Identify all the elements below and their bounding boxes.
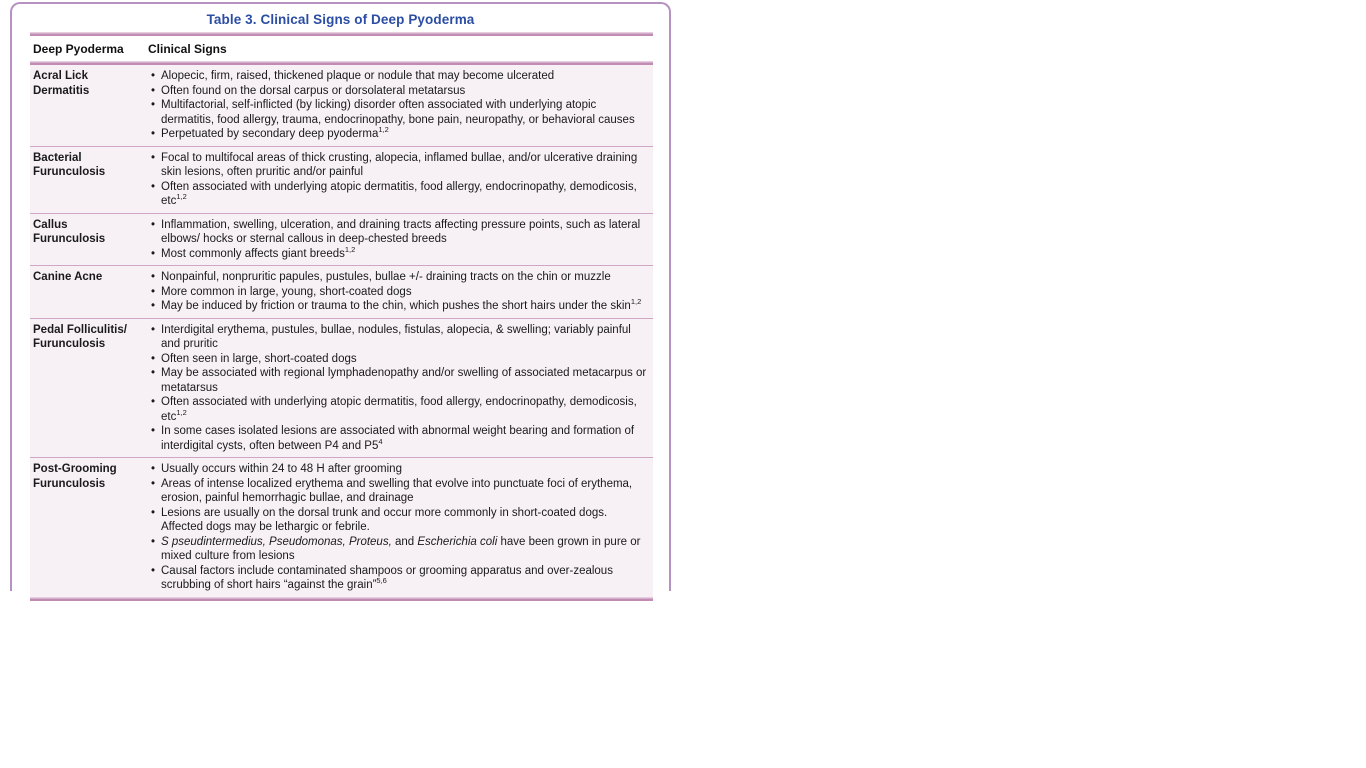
bullet-icon: • (151, 99, 156, 111)
text-segment: May be induced by friction or trauma to the chin, which pushes the short hairs under the skin (161, 300, 631, 312)
condition-cell: Post-Grooming Furunculosis (33, 463, 117, 490)
sign-text (161, 564, 649, 593)
text-segment: Perpetuated by secondary deep pyoderma (161, 128, 379, 140)
sign-item (148, 462, 649, 477)
bullet-icon: • (151, 425, 156, 437)
column-header-deep-pyoderma: Deep Pyoderma (33, 42, 124, 56)
bullet-icon: • (151, 367, 156, 379)
sign-item (148, 352, 649, 367)
sign-text (161, 98, 649, 127)
reference-superscript: 1,2 (630, 297, 642, 307)
bullet-icon: • (151, 70, 156, 82)
sign-text (161, 285, 649, 300)
sign-item (148, 424, 649, 453)
sign-text (161, 244, 649, 262)
sign-text (161, 84, 649, 99)
sign-item (148, 218, 649, 247)
sign-text (161, 270, 649, 285)
sign-text (161, 151, 649, 180)
bullet-icon: • (151, 128, 156, 140)
sign-item (148, 69, 649, 84)
sign-item (148, 244, 649, 262)
bullet-icon: • (151, 151, 156, 164)
sign-text (161, 218, 649, 247)
bullet-icon: • (151, 180, 156, 193)
text-segment: Often associated with underlying atopic dermatitis, food allergy, endocrinopathy, demodicosis, etc (161, 396, 637, 423)
sign-item (148, 127, 649, 142)
bullet-icon: • (151, 323, 156, 336)
sign-text (161, 462, 649, 477)
sign-text (161, 323, 649, 352)
text-segment: May be associated with regional lymphadenopathy and/or swelling of associated metacarpus or metatarsus (161, 367, 647, 394)
reference-superscript: 1,2 (176, 192, 187, 202)
bullet-icon: • (151, 396, 156, 408)
text-segment: Interdigital erythema, pustules, bullae, nodules, fistulas, alopecia, & swelling; variably painful and pruritic (161, 323, 631, 350)
sign-text (161, 352, 649, 367)
condition-cell: Bacterial Furunculosis (33, 151, 106, 178)
bullet-icon: • (151, 535, 156, 548)
bullet-icon: • (151, 285, 156, 298)
bullet-icon: • (151, 300, 156, 312)
table-row (30, 213, 653, 266)
table-header-row (30, 36, 653, 61)
bullet-icon: • (151, 84, 156, 97)
bullet-icon: • (151, 271, 156, 283)
bullet-icon: • (151, 463, 156, 475)
sign-text (161, 180, 649, 209)
sign-text (161, 424, 649, 453)
text-segment: Lesions are usually on the dorsal trunk and occur more commonly in short-coated dogs. Affected dogs may be lethargic or febrile. (161, 506, 608, 533)
bullet-icon: • (151, 218, 156, 231)
text-segment: have been grown in pure or mixed culture from lesions (161, 535, 641, 562)
table-row (30, 318, 653, 458)
text-segment: Often associated with underlying atopic dermatitis, food allergy, endocrinopathy, demodicosis, etc (161, 180, 637, 207)
table-card (10, 2, 671, 591)
reference-superscript: 5,6 (376, 576, 387, 586)
sign-text (161, 506, 649, 535)
bullet-icon: • (151, 352, 156, 365)
table-row (30, 146, 653, 213)
sign-item (148, 270, 649, 285)
table-row (30, 65, 653, 146)
signs-cell (148, 69, 653, 142)
sign-text (161, 477, 649, 506)
condition-cell: Canine Acne (33, 271, 103, 283)
table-content (30, 32, 653, 601)
sign-item (148, 299, 649, 314)
text-segment: More common in large, young, short-coated dogs (161, 285, 412, 298)
text-segment: Often found on the dorsal carpus or dorsolateral metatarsus (161, 84, 466, 97)
bullet-icon: • (151, 247, 156, 260)
sign-text (161, 299, 649, 314)
sign-text (161, 535, 649, 564)
text-segment: Areas of intense localized erythema and swelling that evolve into punctuate foci of erythema, erosion, painful hemorrhagic bullae, and drainage (161, 477, 633, 504)
text-segment: Nonpainful, nonpruritic papules, pustules, bullae +/- draining tracts on the chin or muzzle (161, 271, 611, 283)
sign-item (148, 535, 649, 564)
sign-item (148, 506, 649, 535)
condition-cell: Callus Furunculosis (33, 218, 106, 245)
text-segment: Focal to multifocal areas of thick crusting, alopecia, inflamed bullae, and/or ulcerative draining skin lesions, often pruritic and/or painful (161, 151, 638, 178)
sign-text (161, 395, 649, 424)
bullet-icon: • (151, 564, 156, 577)
signs-cell (148, 151, 653, 209)
table-body (30, 65, 653, 597)
signs-cell (148, 218, 653, 262)
text-segment: In some cases isolated lesions are associated with abnormal weight bearing and formation of interdigital cysts, often between P4 and P5 (161, 425, 635, 452)
sign-item (148, 366, 649, 395)
bullet-icon: • (151, 477, 156, 490)
text-segment: Alopecic, firm, raised, thickened plaque or nodule that may become ulcerated (161, 70, 555, 82)
sign-text (161, 366, 649, 395)
text-segment: and (391, 535, 418, 548)
signs-cell (148, 270, 653, 314)
condition-cell: Acral Lick Dermatitis (33, 70, 90, 97)
sign-item (148, 395, 649, 424)
table-row (30, 457, 653, 597)
reference-superscript: 1,2 (176, 407, 187, 417)
reference-superscript: 1,2 (378, 125, 389, 135)
sign-item (148, 323, 649, 352)
signs-cell (148, 323, 653, 454)
text-segment: S pseudintermedius, Pseudomonas, Proteus, (161, 535, 392, 548)
sign-item (148, 84, 649, 99)
sign-item (148, 151, 649, 180)
sign-text (161, 127, 649, 142)
bullet-icon: • (151, 506, 156, 519)
text-segment: Escherichia coli (417, 535, 498, 548)
text-segment: Causal factors include contaminated shampoos or grooming apparatus and over-zealous scrubbing of short hairs “against the grain” (161, 564, 613, 591)
condition-cell: Pedal Folliculitis/ Furunculosis (33, 323, 127, 350)
text-segment: Most commonly affects giant breeds (161, 247, 345, 260)
column-header-clinical-signs: Clinical Signs (148, 42, 227, 56)
text-segment: Often seen in large, short-coated dogs (161, 352, 357, 365)
signs-cell (148, 462, 653, 593)
sign-text (161, 69, 649, 84)
table-bottom-line (30, 597, 653, 601)
table-row (30, 265, 653, 318)
sign-item (148, 477, 649, 506)
reference-superscript: 1,2 (344, 244, 356, 254)
sign-item (148, 180, 649, 209)
text-segment: Multifactorial, self-inflicted (by licking) disorder often associated with underlying atopic dermatitis, food allergy, trauma, endocrinopathy, bone pain, neuropathy, or behavioral causes (161, 99, 635, 126)
reference-superscript: 4 (378, 436, 383, 446)
sign-item (148, 285, 649, 300)
text-segment: Inflammation, swelling, ulceration, and draining tracts affecting pressure points, such as lateral elbows/ hocks or sternal callous in deep-chested breeds (161, 218, 641, 245)
sign-item (148, 564, 649, 593)
text-segment: Usually occurs within 24 to 48 H after grooming (161, 463, 402, 475)
sign-item (148, 98, 649, 127)
table-title: Table 3. Clinical Signs of Deep Pyoderma (206, 12, 475, 27)
